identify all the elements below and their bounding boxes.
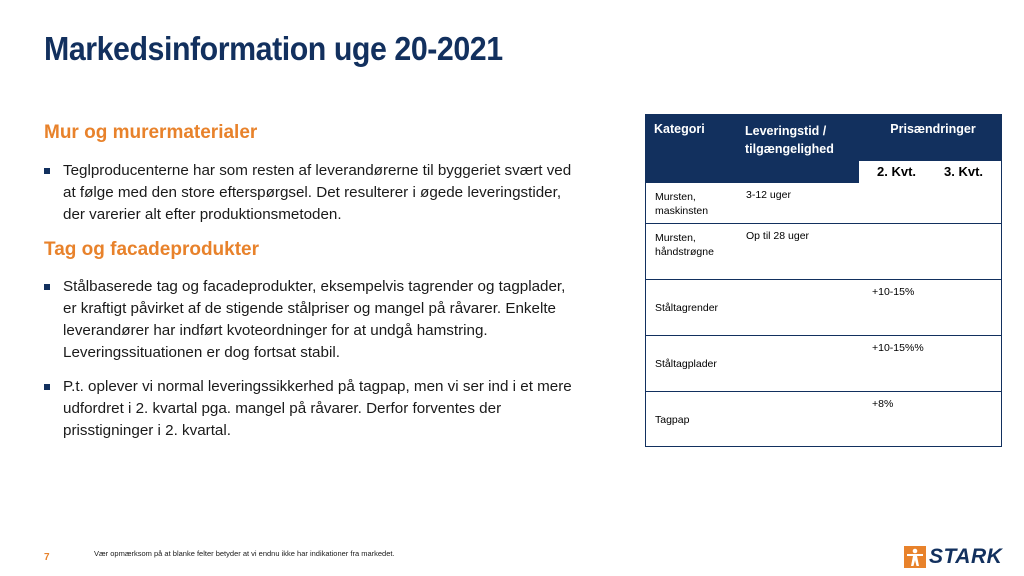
page-title: Markedsinformation uge 20-2021 [44, 30, 503, 67]
section-heading-tag: Tag og facadeprodukter [44, 239, 260, 260]
cell-kategori: Mursten, maskinsten [655, 191, 709, 217]
bullet-text: P.t. oplever vi normal leveringssikkerhed på tagpap, men vi ser ind i et mere udfordret i 2. kvartal pga. mangel på råvarer. Derfor forventes der prisstigninger i 2. kvartal. [63, 378, 572, 439]
table-row [645, 280, 1002, 336]
table-subheader [859, 160, 1002, 183]
page-number: 7 [44, 552, 50, 563]
cell-kategori: Tagpap [655, 414, 690, 426]
header-kvt3: 3. Kvt. [944, 164, 984, 179]
header-kategori: Kategori [654, 122, 705, 136]
stark-logo-text: STARK [929, 545, 1003, 568]
header-leveringstid: Leveringstid / tilgængelighed [745, 124, 834, 156]
cell-kvt2: +10-15% [872, 286, 915, 298]
bullet-marker [44, 384, 50, 390]
bullet-marker [44, 168, 50, 174]
header-prisaendringer: Prisændringer [890, 122, 976, 136]
table-row [645, 392, 1002, 447]
table-row [645, 336, 1002, 392]
cell-leveringstid: 3-12 uger [746, 189, 791, 201]
table-row [645, 183, 1002, 224]
header-kvt2: 2. Kvt. [877, 164, 917, 179]
cell-kategori: Mursten, håndstrøgne [655, 232, 714, 258]
cell-leveringstid: Op til 28 uger [746, 230, 810, 242]
footnote: Vær opmærksom på at blanke felter betyder at vi endnu ikke har indikationer fra markedet. [94, 549, 395, 558]
cell-kategori: Ståltagplader [655, 358, 717, 370]
market-table [645, 114, 1002, 447]
stark-logo [904, 545, 1002, 569]
section-heading-mur: Mur og murermaterialer [44, 122, 258, 143]
bullet-paragraph [44, 376, 574, 442]
bullet-text: Stålbaserede tag og facadeprodukter, eksempelvis tagrender og tagplader, er kraftigt påvirket af de stigende stålpriser og mangel på råvarer. Enkelte leverandører har indført kvoteordninger for at undgå hamstring. Leveringssituationen er dog fortsat stabil. [63, 278, 566, 361]
bullet-paragraph [44, 160, 574, 226]
bullet-text: Teglproducenterne har som resten af leverandørerne til byggeriet svært ved at følge med den store efterspørgsel. Det resulterer i øgede leveringstider, der varerier alt efter produktionsmetoden. [63, 162, 572, 223]
bullet-marker [44, 284, 50, 290]
cell-kvt2: +8% [872, 398, 894, 410]
stark-logo-icon [904, 546, 926, 568]
table-row [645, 224, 1002, 280]
cell-kategori: Ståltagrender [655, 302, 719, 314]
cell-kvt2: +10-15%% [872, 342, 924, 354]
bullet-paragraph [44, 276, 574, 364]
